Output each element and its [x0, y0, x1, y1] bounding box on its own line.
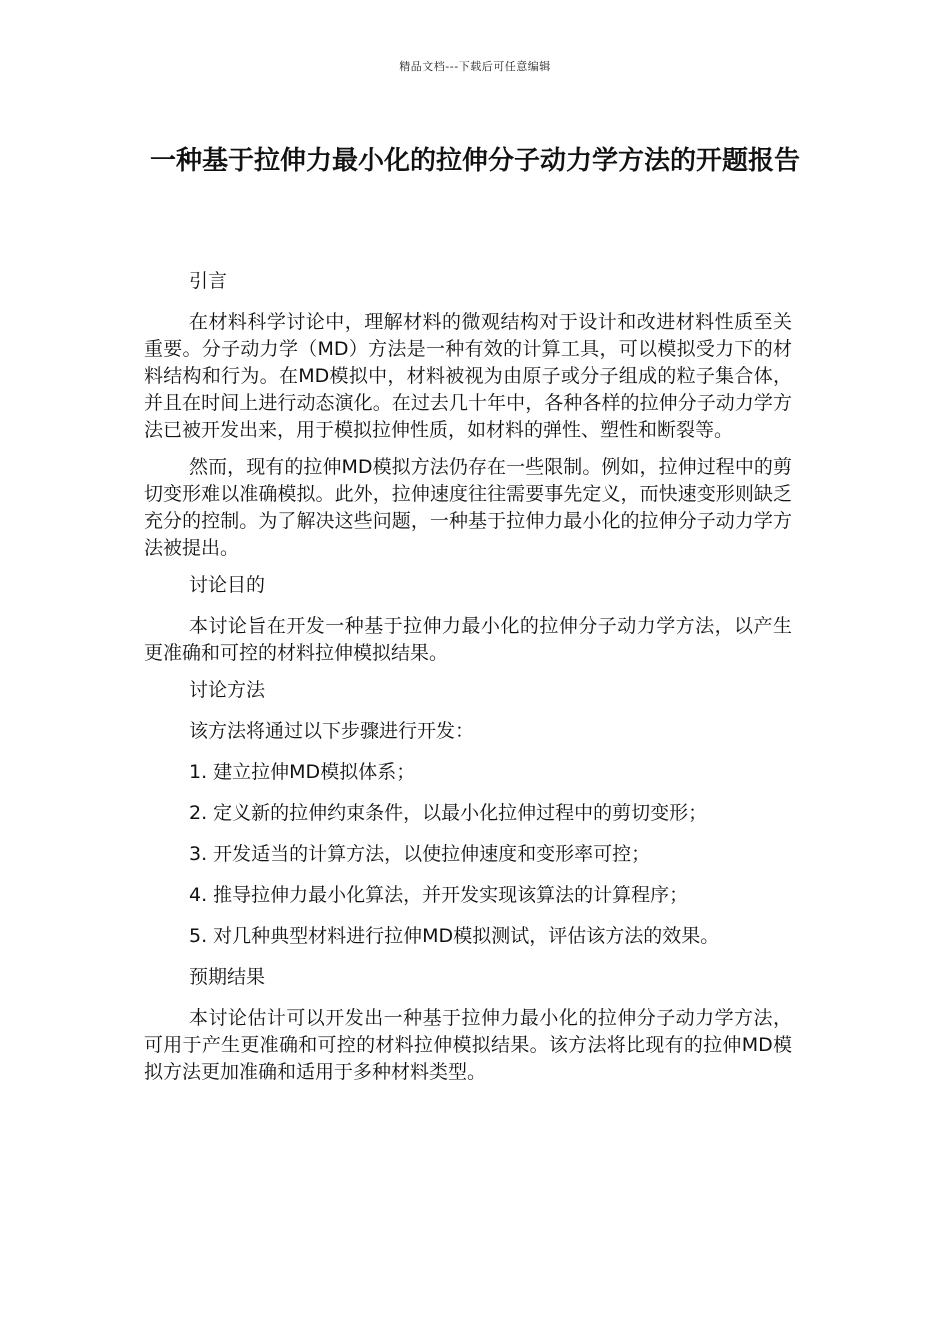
- section-heading-method: 讨论方法: [189, 679, 266, 701]
- section-heading-intro: 引言: [189, 270, 228, 292]
- header-note: 精品文档---下载后可任意编辑: [399, 60, 551, 73]
- list-item: 4. 推导拉伸力最小化算法，并开发实现该算法的计算程序；: [189, 884, 689, 906]
- document-title: 一种基于拉伸力最小化的拉伸分子动力学方法的开题报告: [149, 146, 800, 176]
- section-heading-result: 预期结果: [189, 966, 266, 988]
- paragraph-goal: 本讨论旨在开发一种基于拉伸力最小化的拉伸分子动力学方法，以产生更准确和可控的材料拉伸模拟结果。: [144, 615, 792, 664]
- paragraph-result: 本讨论估计可以开发出一种基于拉伸力最小化的拉伸分子动力学方法，可用于产生更准确和可控的材料拉伸模拟结果。该方法将比现有的拉伸MD模拟方法更加准确和适用于多种材料类型。: [144, 1007, 792, 1083]
- list-item: 2. 定义新的拉伸约束条件，以最小化拉伸过程中的剪切变形；: [189, 802, 708, 824]
- paragraph-intro-2: 然而，现有的拉伸MD模拟方法仍存在一些限制。例如，拉伸过程中的剪切变形难以准确模拟。此外，拉伸速度往往需要事先定义，而快速变形则缺乏充分的控制。为了解决这些问题，一种基于拉伸力最小化的拉伸分子动力学方法被提出。: [144, 456, 792, 559]
- document-body: [144, 268, 792, 1096]
- list-item: 5. 对几种典型材料进行拉伸MD模拟测试，评估该方法的效果。: [189, 925, 720, 947]
- section-heading-goal: 讨论目的: [189, 574, 266, 596]
- list-item: 1. 建立拉伸MD模拟体系；: [189, 761, 416, 783]
- paragraph-intro-1: 在材料科学讨论中，理解材料的微观结构对于设计和改进材料性质至关重要。分子动力学（MD）方法是一种有效的计算工具，可以模拟受力下的材料结构和行为。在MD模拟中，材料被视为由原子或分子组成的粒子集合体，并且在时间上进行动态演化。在过去几十年中，各种各样的拉伸分子动力学方法已被开发出来，用于模拟拉伸性质，如材料的弹性、塑性和断裂等。: [144, 311, 792, 441]
- method-intro: 该方法将通过以下步骤进行开发：: [189, 720, 475, 742]
- list-item: 3. 开发适当的计算方法，以使拉伸速度和变形率可控；: [189, 843, 651, 865]
